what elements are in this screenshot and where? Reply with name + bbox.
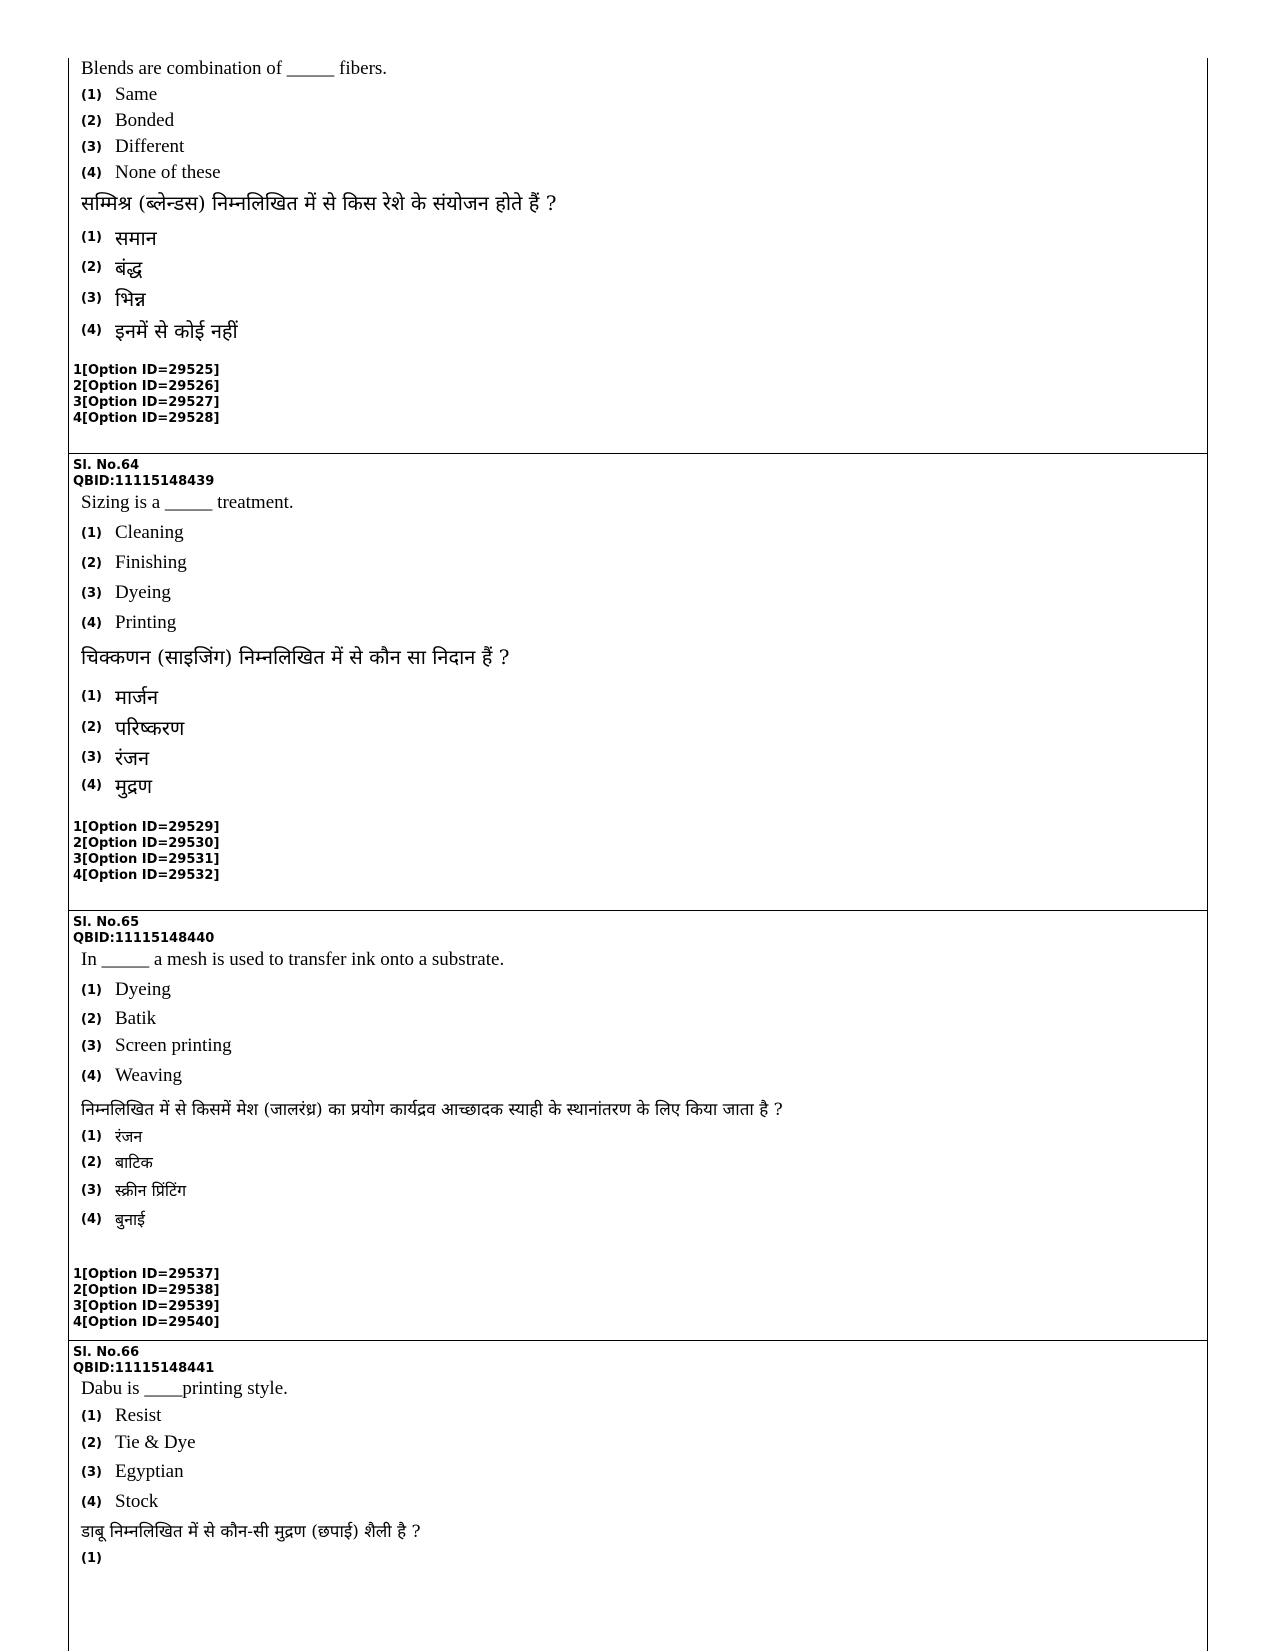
option-text: Weaving <box>115 1065 183 1086</box>
option-text: Same <box>115 84 158 105</box>
question-stem-hi: डाबू निम्नलिखित में से कौन-सी मुद्रण (छपाई) शैली है ? <box>81 1522 421 1542</box>
option-number: (3) <box>81 585 102 601</box>
option-number: (2) <box>81 113 102 129</box>
option-id: 4[Option ID=29528] <box>73 411 220 426</box>
question-block-63 <box>69 58 1207 454</box>
option-number: (2) <box>81 720 102 735</box>
serial-number: Sl. No.66 <box>73 1345 140 1360</box>
option-text: समान <box>115 226 157 250</box>
option-number: (2) <box>81 555 102 571</box>
option-en-4 <box>81 612 176 634</box>
option-number: (1) <box>81 87 102 103</box>
option-en-1 <box>81 522 184 544</box>
option-text: मार्जन <box>115 685 159 709</box>
option-number: (2) <box>81 1435 102 1451</box>
option-text: भिन्न <box>115 287 146 311</box>
option-hi-1 <box>81 224 157 251</box>
question-stem-en: Dabu is ____printing style. <box>81 1378 288 1399</box>
option-hi-3 <box>81 1179 186 1201</box>
option-text: Screen printing <box>115 1035 232 1056</box>
option-en-4 <box>81 162 221 184</box>
option-id: 1[Option ID=29529] <box>73 820 220 835</box>
question-block-64 <box>69 454 1207 911</box>
option-text: स्क्रीन प्रिंटिंग <box>115 1181 187 1200</box>
option-id-list <box>73 1267 219 1331</box>
option-number: (3) <box>81 1182 102 1198</box>
option-id: 2[Option ID=29538] <box>73 1283 220 1298</box>
option-number: (4) <box>81 1494 102 1510</box>
option-en-2 <box>81 1008 156 1030</box>
question-paper-page <box>68 58 1208 1651</box>
question-bank-id: QBID:11115148440 <box>73 931 215 946</box>
option-hi-1 <box>81 683 158 710</box>
option-en-4 <box>81 1491 158 1513</box>
question-stem-hi: निम्नलिखित में से किसमें मेश (जालरंध्र) का प्रयोग कार्यद्रव आच्छादक स्याही के स्थानांतरण के लिए किया जाता है ? <box>81 1100 783 1120</box>
option-hi-2 <box>81 1151 153 1173</box>
option-id: 3[Option ID=29527] <box>73 395 220 410</box>
option-text: Printing <box>115 612 177 633</box>
option-en-1 <box>81 84 157 106</box>
option-number: (1) <box>81 982 102 998</box>
option-text: Different <box>115 136 185 157</box>
option-number: (1) <box>81 1128 102 1144</box>
option-en-3 <box>81 582 171 604</box>
option-id-list <box>73 820 219 884</box>
option-number: (4) <box>81 615 102 631</box>
option-id: 3[Option ID=29539] <box>73 1299 220 1314</box>
option-number: (1) <box>81 1408 102 1424</box>
option-en-3 <box>81 1461 184 1483</box>
option-id: 1[Option ID=29525] <box>73 363 220 378</box>
option-number: (4) <box>81 1068 102 1084</box>
question-stem-en: Sizing is a _____ treatment. <box>81 492 294 513</box>
option-number: (3) <box>81 1038 102 1054</box>
option-hi-4 <box>81 317 238 344</box>
option-text: मुद्रण <box>115 774 153 798</box>
option-number: (3) <box>81 291 102 306</box>
option-en-4 <box>81 1065 182 1087</box>
option-en-1 <box>81 979 171 1001</box>
option-text: Dyeing <box>115 582 171 603</box>
option-hi-4 <box>81 772 152 799</box>
option-number: (3) <box>81 750 102 765</box>
option-en-2 <box>81 552 187 574</box>
option-number: (4) <box>81 1211 102 1227</box>
question-bank-id: QBID:11115148439 <box>73 474 215 489</box>
option-id: 4[Option ID=29532] <box>73 868 220 883</box>
option-text: बंद्ध <box>115 256 143 280</box>
option-id: 2[Option ID=29526] <box>73 379 220 394</box>
option-en-3 <box>81 136 184 158</box>
option-number: (2) <box>81 1011 102 1027</box>
option-number: (1) <box>81 689 102 704</box>
option-id: 3[Option ID=29531] <box>73 852 220 867</box>
option-hi-1 <box>81 1125 142 1147</box>
option-text: बाटिक <box>115 1153 153 1172</box>
question-block-65 <box>69 911 1207 1341</box>
question-stem-hi: चिक्कणन (साइजिंग) निम्नलिखित में से कौन सा निदान हैं ? <box>81 645 510 669</box>
option-text: रंजन <box>115 746 150 770</box>
option-hi-2 <box>81 714 184 741</box>
option-text: Stock <box>115 1491 159 1512</box>
option-hi-4 <box>81 1208 145 1230</box>
option-number: (4) <box>81 778 102 793</box>
serial-number: Sl. No.65 <box>73 915 140 930</box>
option-text: Finishing <box>115 552 187 573</box>
question-stem-en: In _____ a mesh is used to transfer ink onto a substrate. <box>81 949 505 970</box>
option-text: Resist <box>115 1405 162 1426</box>
option-number: (3) <box>81 139 102 155</box>
option-number: (3) <box>81 1464 102 1480</box>
option-text: Egyptian <box>115 1461 184 1482</box>
option-number: (2) <box>81 260 102 275</box>
option-number: (1) <box>81 525 102 541</box>
question-stem-hi: सम्मिश्र (ब्लेन्डस) निम्नलिखित में से किस रेशे के संयोजन होते हैं ? <box>81 191 557 215</box>
option-number: (1) <box>81 1550 102 1566</box>
option-text: Bonded <box>115 110 175 131</box>
serial-number: Sl. No.64 <box>73 458 140 473</box>
option-en-2 <box>81 110 174 132</box>
option-hi-3 <box>81 744 149 771</box>
option-hi-1 <box>81 1549 115 1567</box>
option-number: (4) <box>81 323 102 338</box>
option-text: Dyeing <box>115 979 171 1000</box>
option-id-list <box>73 363 219 427</box>
option-text: बुनाई <box>115 1210 146 1229</box>
option-hi-2 <box>81 254 142 281</box>
option-text: Cleaning <box>115 522 184 543</box>
option-en-2 <box>81 1432 196 1454</box>
option-text: Batik <box>115 1008 157 1029</box>
question-stem-en: Blends are combination of _____ fibers. <box>81 58 388 79</box>
option-number: (4) <box>81 165 102 181</box>
option-hi-3 <box>81 285 146 312</box>
option-id: 1[Option ID=29537] <box>73 1267 220 1282</box>
option-number: (1) <box>81 230 102 245</box>
option-text: Tie & Dye <box>115 1432 196 1453</box>
question-block-66 <box>69 1341 1207 1651</box>
option-en-3 <box>81 1035 232 1057</box>
option-id: 4[Option ID=29540] <box>73 1315 220 1330</box>
option-en-1 <box>81 1405 161 1427</box>
option-text: परिष्करण <box>115 716 185 740</box>
option-text: इनमें से कोई नहीं <box>115 319 238 343</box>
question-bank-id: QBID:11115148441 <box>73 1361 215 1376</box>
option-text: None of these <box>115 162 221 183</box>
option-text: रंजन <box>115 1127 143 1146</box>
option-id: 2[Option ID=29530] <box>73 836 220 851</box>
option-number: (2) <box>81 1154 102 1170</box>
